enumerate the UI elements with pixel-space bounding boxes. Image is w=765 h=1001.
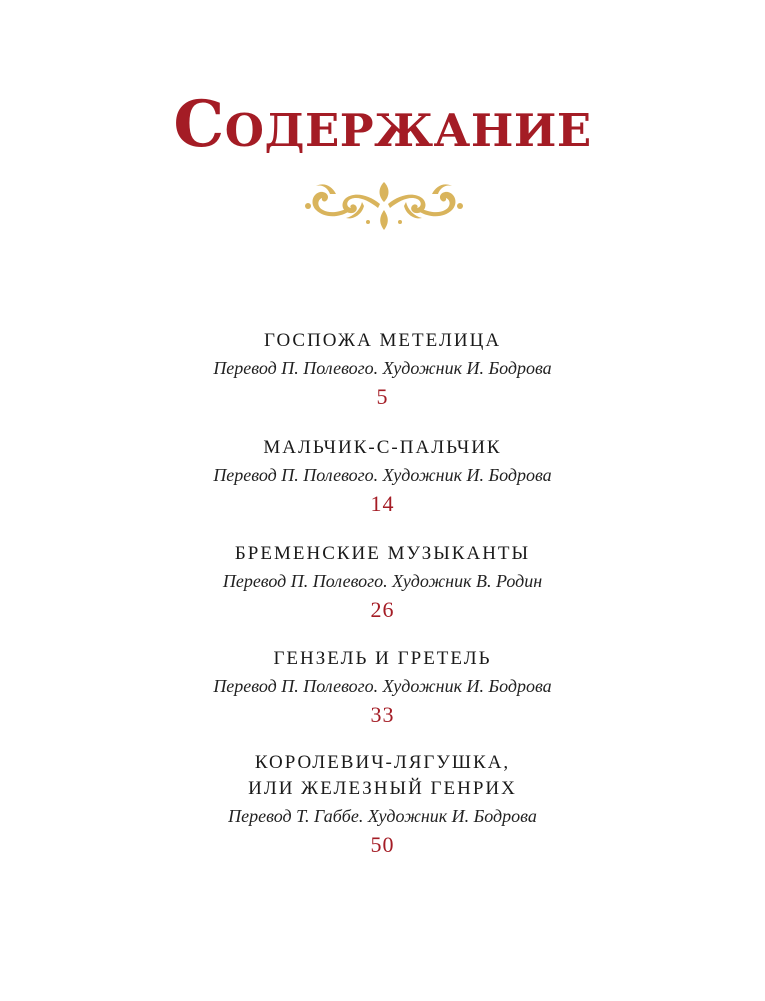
story-title-line-2: ИЛИ ЖЕЛЕЗНЫЙ ГЕНРИХ — [248, 778, 517, 799]
story-credit: Перевод П. Полевого. Художник В. Родин — [222, 571, 543, 591]
toc-entry[interactable] — [0, 646, 765, 730]
page-number: 14 — [370, 491, 395, 516]
story-credit: Перевод Т. Габбе. Художник И. Бодрова — [228, 806, 537, 826]
page-number: 26 — [370, 597, 395, 622]
story-title: БРЕМЕНСКИЕ МУЗЫКАНТЫ — [234, 543, 531, 564]
page-number: 33 — [370, 702, 395, 727]
toc-entry[interactable] — [0, 435, 765, 519]
page-title: Содержание — [173, 87, 592, 162]
story-credit: Перевод П. Полевого. Художник И. Бодрова — [213, 465, 552, 485]
story-credit: Перевод П. Полевого. Художник И. Бодрова — [213, 358, 552, 378]
toc-entry[interactable] — [0, 750, 765, 860]
toc-entry[interactable] — [0, 541, 765, 625]
page-number: 50 — [370, 832, 395, 857]
story-title: ГЕНЗЕЛЬ И ГРЕТЕЛЬ — [273, 648, 492, 669]
page-number: 5 — [376, 384, 389, 409]
story-title: ГОСПОЖА МЕТЕЛИЦА — [263, 330, 502, 351]
story-credit: Перевод П. Полевого. Художник И. Бодрова — [213, 676, 552, 696]
flourish-ornament-icon — [302, 172, 466, 242]
story-title-line-1: КОРОЛЕВИЧ-ЛЯГУШКА, — [254, 752, 511, 773]
toc-entry[interactable] — [0, 328, 765, 412]
story-title: МАЛЬЧИК-С-ПАЛЬЧИК — [263, 437, 502, 458]
